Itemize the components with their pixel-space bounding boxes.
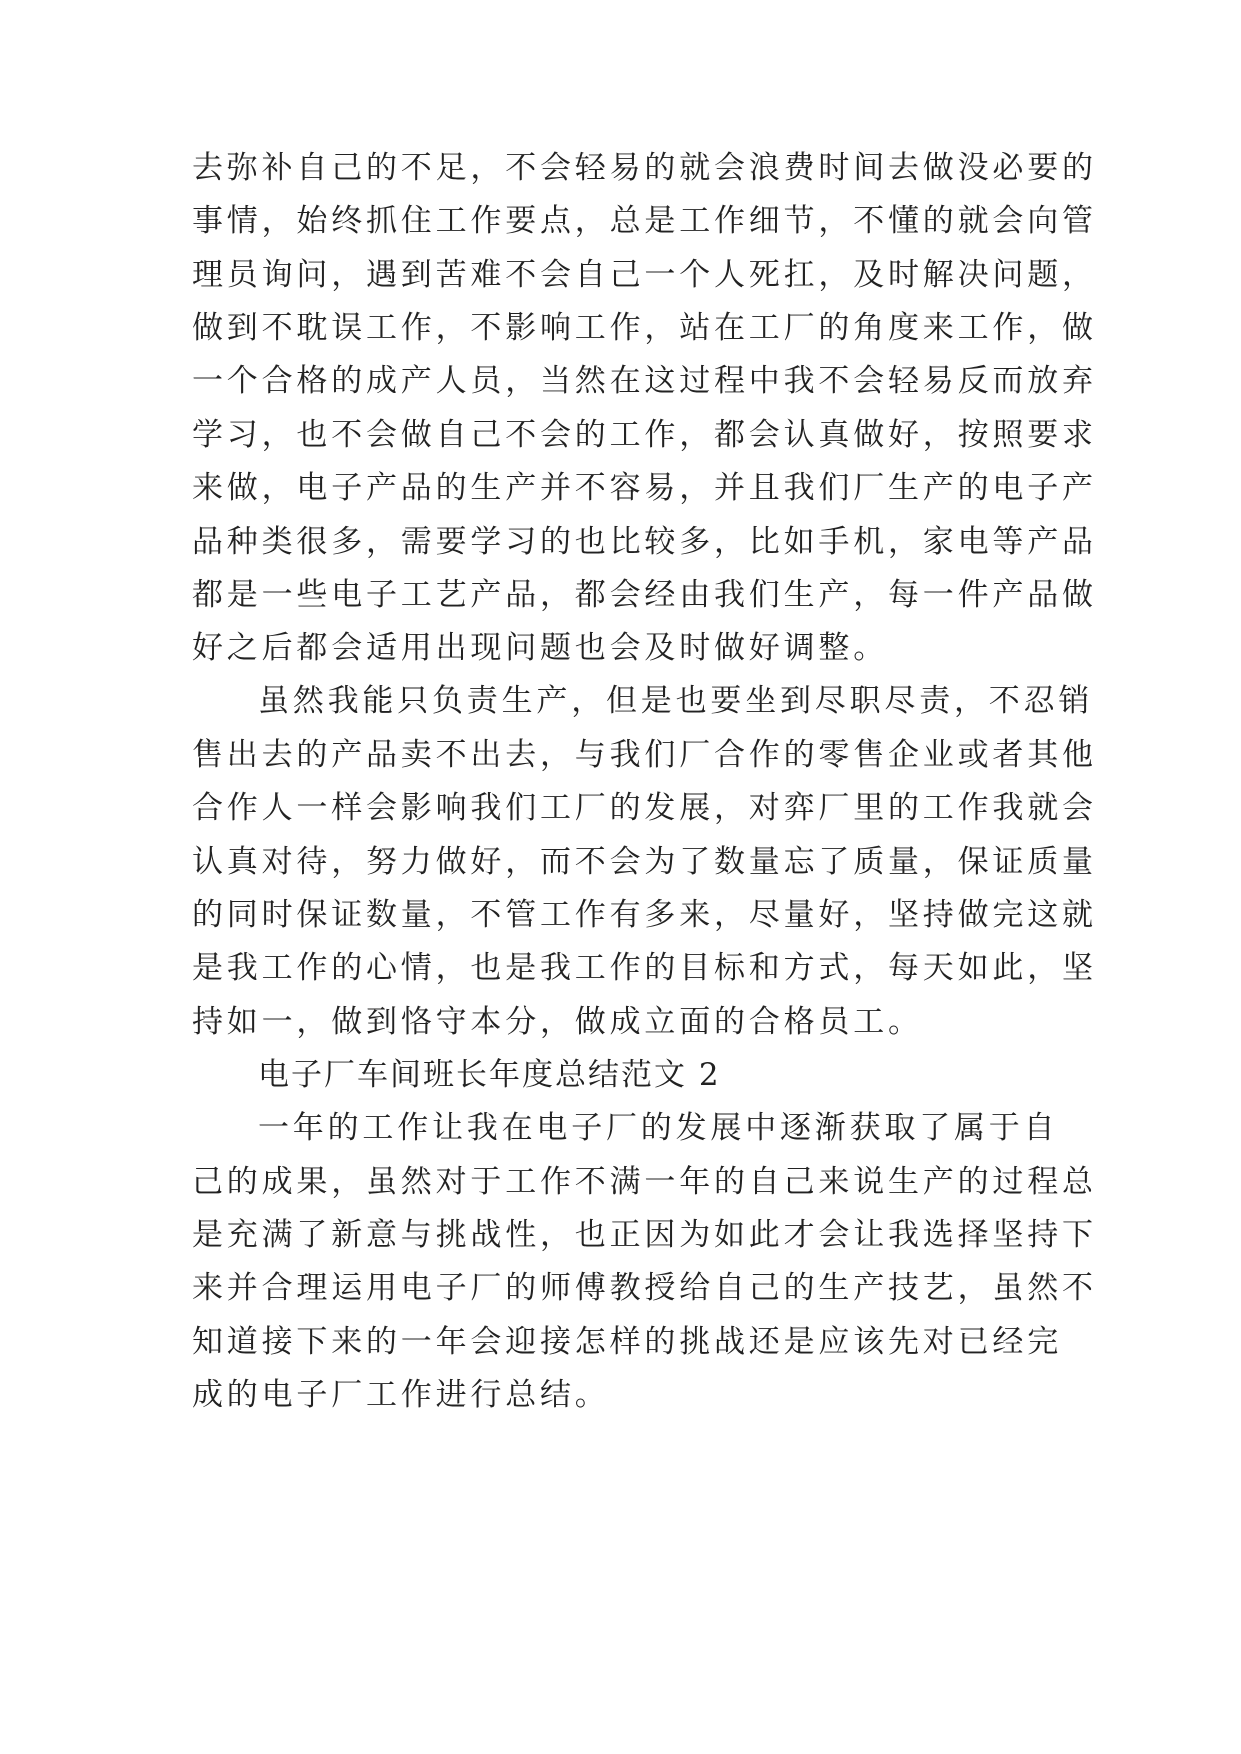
paragraph-line: 是我工作的心情，也是我工作的目标和方式，每天如此，坚 (192, 950, 1097, 986)
paragraph-line: 认真对待，努力做好，而不会为了数量忘了质量，保证质量 (192, 844, 1097, 880)
paragraph-line: 持如一，做到恪守本分，做成立面的合格员工。 (192, 1004, 923, 1040)
paragraph-line: 做到不耽误工作，不影响工作，站在工厂的角度来工作，做 (192, 310, 1097, 346)
paragraph-line: 己的成果，虽然对于工作不满一年的自己来说生产的过程总 (192, 1164, 1097, 1200)
paragraph-line: 事情，始终抓住工作要点，总是工作细节，不懂的就会向管 (192, 203, 1097, 239)
paragraph-line: 都是一些电子工艺产品，都会经由我们生产，每一件产品做 (192, 577, 1097, 613)
paragraph-line: 去弥补自己的不足，不会轻易的就会浪费时间去做没必要的 (192, 150, 1097, 186)
paragraph-line: 来并合理运用电子厂的师傅教授给自己的生产技艺，虽然不 (192, 1270, 1097, 1306)
paragraph-line: 品种类很多，需要学习的也比较多，比如手机，家电等产品 (192, 524, 1097, 560)
paragraph-line: 的同时保证数量，不管工作有多来，尽量好，坚持做完这就 (192, 897, 1097, 933)
paragraph-line: 学习，也不会做自己不会的工作，都会认真做好，按照要求 (192, 417, 1097, 453)
section-heading: 电子厂车间班长年度总结范文 2 (258, 1057, 721, 1093)
paragraph-line: 一年的工作让我在电子厂的发展中逐渐获取了属于自 (258, 1110, 1059, 1146)
paragraph-line: 虽然我能只负责生产，但是也要坐到尽职尽责，不忍销 (258, 683, 1094, 719)
paragraph-line: 知道接下来的一年会迎接怎样的挑战还是应该先对已经完 (192, 1324, 1062, 1360)
paragraph-line: 是充满了新意与挑战性，也正因为如此才会让我选择坚持下 (192, 1217, 1097, 1253)
paragraph-line: 来做，电子产品的生产并不容易，并且我们厂生产的电子产 (192, 470, 1097, 506)
paragraph-line: 成的电子厂工作进行总结。 (192, 1377, 610, 1413)
paragraph-line: 一个合格的成产人员，当然在这过程中我不会轻易反而放弃 (192, 363, 1097, 399)
paragraph-line: 售出去的产品卖不出去，与我们厂合作的零售企业或者其他 (192, 737, 1097, 773)
paragraph-line: 理员询问，遇到苦难不会自己一个人死扛，及时解决问题， (192, 257, 1097, 293)
paragraph-line: 好之后都会适用出现问题也会及时做好调整。 (192, 630, 888, 666)
paragraph-line: 合作人一样会影响我们工厂的发展，对弈厂里的工作我就会 (192, 790, 1097, 826)
